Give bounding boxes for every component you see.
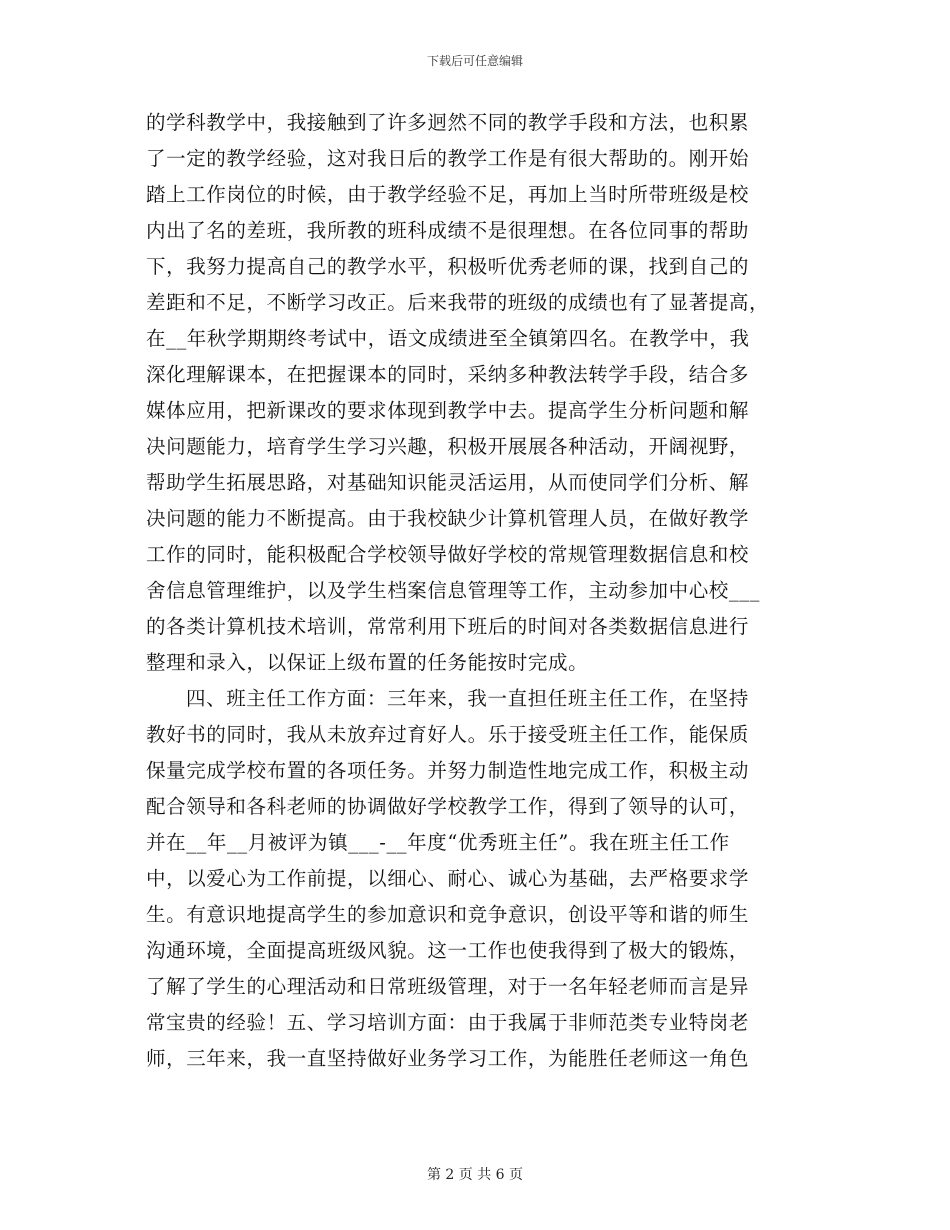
text-line: 决问题的能力不断提高。由于我校缺少计算机管理人员，在做好教学 [146,507,750,530]
text-line: 保量完成学校布置的各项任务。并努力制造性地完成工作，积极主动 [146,759,750,782]
text-line: 了解了学生的心理活动和日常班级管理，对于一名年轻老师而言是异 [146,975,750,998]
text-line: 踏上工作岗位的时候，由于教学经验不足，再加上当时所带班级是校 [146,183,750,206]
page-footer: 第 2 页 共 6 页 [426,1167,524,1183]
text-line: 舍信息管理维护，以及学生档案信息管理等工作，主动参加中心校___ [146,579,760,602]
text-line: 教好书的同时，我从未放弃过育好人。乐于接受班主任工作，能保质 [146,723,750,746]
document-body [146,105,806,1077]
text-line: 的学科教学中，我接触到了许多迥然不同的教学手段和方法，也积累 [146,111,750,134]
text-line: 帮助学生拓展思路，对基础知识能灵活运用，从而使同学们分析、解 [146,471,750,494]
text-line: 中，以爱心为工作前提，以细心、耐心、诚心为基础，去严格要求学 [146,867,750,890]
text-line: 媒体应用，把新课改的要求体现到教学中去。提高学生分析问题和解 [146,399,750,422]
page-header: 下载后可任意编辑 [426,54,523,68]
text-line: 沟通环境，全面提高班级风貌。这一工作也使我得到了极大的锻炼， [146,939,750,962]
paragraph-start-line: 四、班主任工作方面：三年来，我一直担任班主任工作，在坚持 [186,687,749,710]
text-line: 了一定的教学经验，这对我日后的教学工作是有很大帮助的。刚开始 [146,147,750,170]
text-line: 生。有意识地提高学生的参加意识和竞争意识，创设平等和谐的师生 [146,903,750,926]
text-line: 并在__年__月被评为镇___-__年度“优秀班主任”。我在班主任工作 [146,831,730,854]
text-line: 决问题能力，培育学生学习兴趣，积极开展展各种活动，开阔视野， [146,435,750,458]
text-line: 常宝贵的经验！五、学习培训方面：由于我属于非师范类专业特岗老 [146,1011,750,1034]
text-line: 整理和录入，以保证上级布置的任务能按时完成。 [146,651,589,674]
text-line: 差距和不足，不断学习改正。后来我带的班级的成绩也有了显著提高， [146,291,770,314]
text-line: 师，三年来，我一直坚持做好业务学习工作，为能胜任老师这一角色 [146,1047,750,1070]
text-line: 下，我努力提高自己的教学水平，积极听优秀老师的课，找到自己的 [146,255,750,278]
text-line: 配合领导和各科老师的协调做好学校教学工作，得到了领导的认可， [146,795,750,818]
text-line: 深化理解课本，在把握课本的同时，采纳多种教法转学手段，结合多 [146,363,750,386]
text-line: 在__年秋学期期终考试中，语文成绩进至全镇第四名。在教学中，我 [146,327,750,350]
text-line: 工作的同时，能积极配合学校领导做好学校的常规管理数据信息和校 [146,543,750,566]
text-line: 的各类计算机技术培训，常常利用下班后的时间对各类数据信息进行 [146,615,750,638]
text-line: 内出了名的差班，我所教的班科成绩不是很理想。在各位同事的帮助 [146,219,750,242]
